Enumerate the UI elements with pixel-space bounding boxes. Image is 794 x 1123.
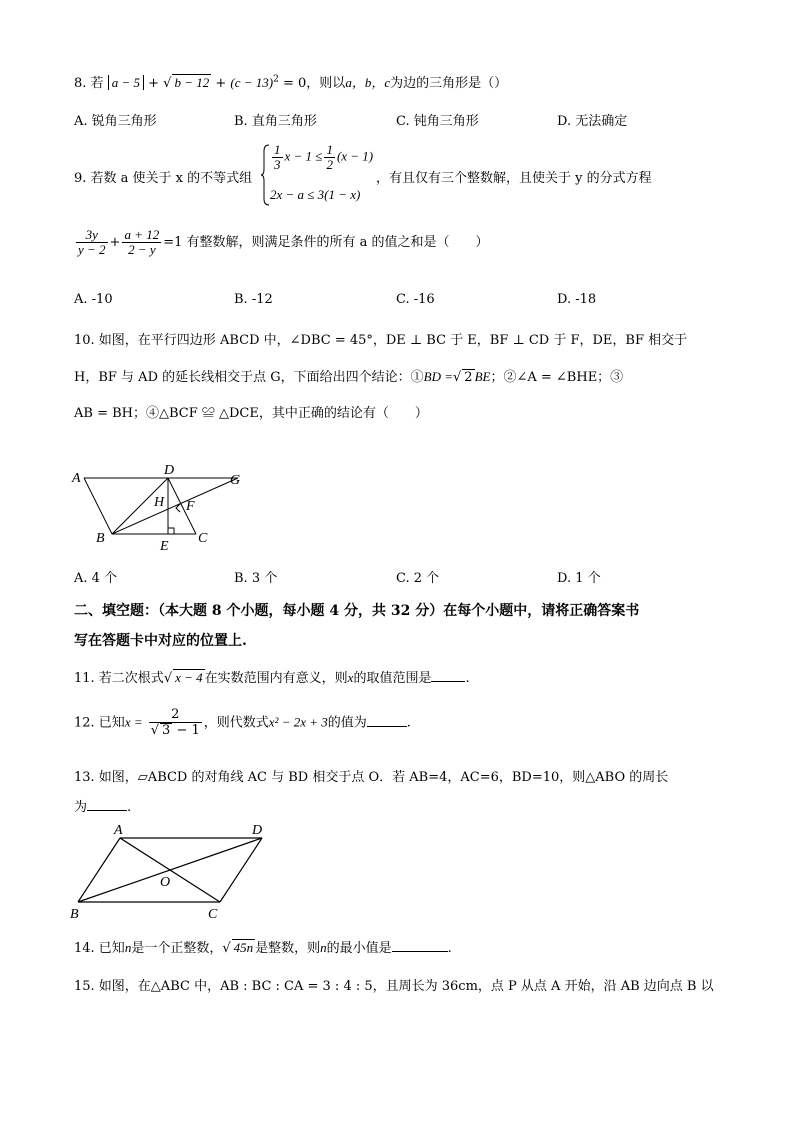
q8-stem: 8. 若 a − 5 + √ $b - 12 + (c - 13)^2 = 0$，则以a，b，c为边的三角形是（）	[74, 74, 508, 91]
fig13-label-b: B	[70, 907, 79, 922]
q13-parallelogram-figure	[66, 818, 276, 922]
q10-option-d: D. 1 个	[557, 571, 601, 586]
fig10-label-g: G	[230, 473, 241, 488]
q9-option-a: A. -10	[74, 292, 113, 307]
q9-inequality-system: $\frac{1}{3}$ x − 1 ≤ $\frac{1}{2}$ (x − 1) 2x − a ≤ 3(1 − x)	[260, 143, 390, 207]
q9-option-b: B. -12	[234, 292, 273, 307]
q10-line-1: 10. 如图，在平行四边形 ABCD 中，∠DBC = 45°，DE ⊥ BC 于 E，BF ⊥ CD 于 F，DE，BF 相交于	[74, 333, 688, 348]
fig10-label-b: B	[96, 531, 105, 546]
q12-stem: 12. 已知x = $\frac{2}{√ 3 - 1}$ ，则代数式x² − 2x + 3的值为 .	[74, 707, 411, 738]
q9-stem: 9. 若数 a 使关于 x 的不等式组	[74, 171, 253, 186]
fig10-label-e: E	[160, 539, 169, 554]
q11-answer-blank[interactable]	[431, 681, 465, 682]
q14-answer-blank[interactable]	[392, 951, 448, 952]
fig10-label-h: H	[154, 495, 165, 510]
section-2-heading-cont: 写在答题卡中对应的位置上.	[74, 633, 247, 649]
q13-line-1: 13. 如图，▱ABCD 的对角线 AC 与 BD 相交于点 O．若 AB=4，AC=6，BD=10，则△ABO 的周长	[74, 770, 669, 785]
q8-option-b: B. 直角三角形	[234, 114, 317, 129]
fig10-label-c: C	[198, 531, 208, 546]
q10-line-3: AB = BH；④△BCF ≌ △DCE，其中正确的结论有（ ）	[74, 406, 428, 421]
fig13-label-o: O	[160, 875, 171, 890]
q10-option-a: A. 4 个	[74, 571, 118, 586]
section-2-heading: 二、填空题：（本大题 8 个小题，每小题 4 分，共 32 分）在每个小题中，请将正确答案书	[74, 603, 640, 619]
q9-equation: $\frac{3y}{y - 2}$ + $\frac{a + 12}{2 - y}$ =1 有整数解，则满足条件的所有 a 的值之和是（ ）	[78, 227, 489, 257]
q8-option-a: A. 锐角三角形	[74, 114, 157, 129]
q9-stem-tail: ，有且仅有三个整数解，且使关于 y 的分式方程	[376, 171, 652, 186]
q8-option-d: D. 无法确定	[557, 114, 628, 129]
q13-answer-blank[interactable]	[87, 810, 127, 811]
fig13-label-a: A	[114, 823, 123, 838]
q12-answer-blank[interactable]	[367, 726, 407, 727]
q8-option-c: C. 钝角三角形	[396, 114, 479, 129]
q9-option-c: C. -16	[396, 292, 435, 307]
q10-parallelogram-figure	[68, 458, 258, 554]
q10-option-b: B. 3 个	[234, 571, 278, 586]
q11-stem: 11. 若二次根式√ x − 4 在实数范围内有意义，则x的取值范围是 .	[74, 670, 470, 686]
fig10-label-f: F	[186, 499, 195, 514]
q15-stem: 15. 如图，在△ABC 中，AB : BC : CA = 3 : 4 : 5，且周长为 36cm，点 P 从点 A 开始，沿 AB 边向点 B 以	[74, 979, 714, 994]
left-brace-icon	[260, 143, 270, 207]
q10-line-2: H，BF 与 AD 的延长线相交于点 G，下面给出四个结论：①BD =√ 2 BE；②∠A = ∠BHE；③	[74, 369, 624, 385]
q9-option-d: D. -18	[557, 292, 597, 307]
fig13-label-d: D	[252, 823, 263, 838]
fig10-label-a: A	[72, 471, 81, 486]
q14-stem: 14. 已知n是一个正整数，√ 45n 是整数，则n的最小值是 .	[74, 940, 452, 956]
q13-line-2: 为 .	[74, 800, 132, 815]
q10-option-c: C. 2 个	[396, 571, 440, 586]
fig10-label-d: D	[164, 463, 175, 478]
fig13-label-c: C	[208, 907, 218, 922]
